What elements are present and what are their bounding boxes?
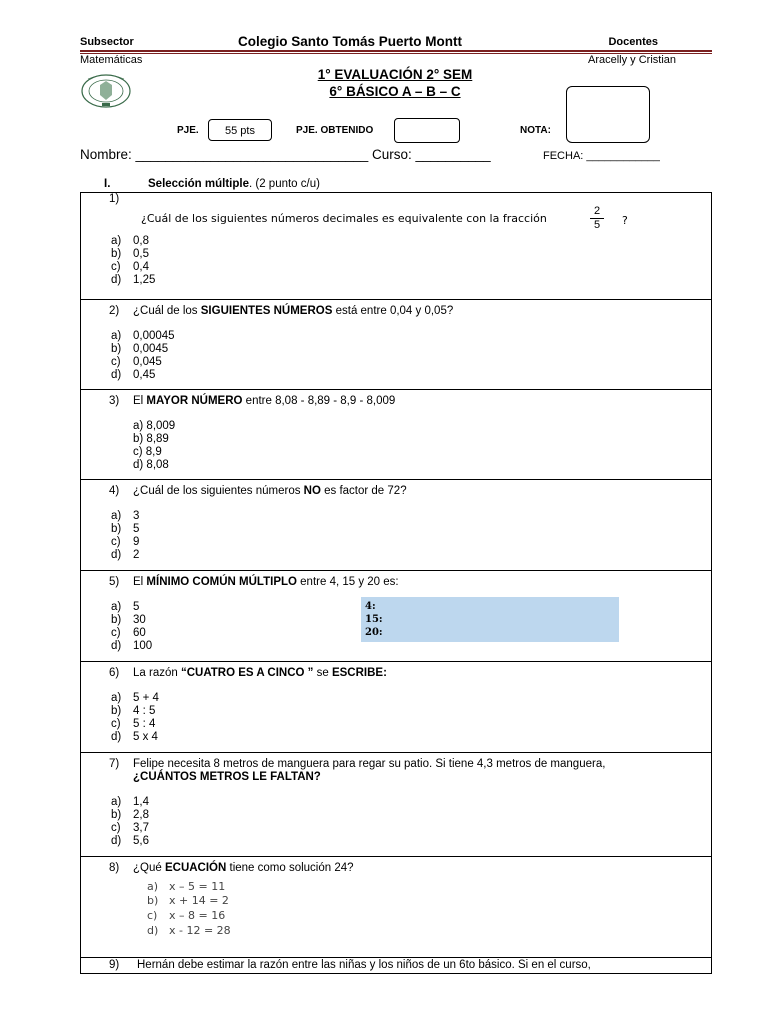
question-text: El MÍNIMO COMÚN MÚLTIPLO entre 4, 15 y 20 es: [133,576,399,588]
question-1: 1) ¿Cuál de los siguientes números decimales es equivalente con la fracción $\frac{2}{5}$ ? a) 0,8 b) 0,5 c) 0,4 d) 1,25 [81,193,711,300]
question-text: ¿Cuál de los siguientes números decimales es equivalente con la fracción [141,212,547,225]
school-name: Colegio Santo Tomás Puerto Montt [238,34,462,49]
question-number: 5) [109,576,120,588]
option-b[interactable]: b) 8,89 [133,433,169,445]
teacher-names: Aracelly y Cristian [588,54,677,66]
obtained-points-field[interactable] [394,118,460,143]
question-number: 8) [109,862,120,874]
question-number: 6) [109,667,120,679]
question-text: ¿Cuál de los SIGUIENTES NÚMEROS está entre 0,04 y 0,05? [133,305,454,317]
option-a[interactable]: a) 8,009 [133,420,176,432]
lcm-row-20: 20: [365,627,383,638]
question-number: 7) [109,758,120,770]
lcm-row-15: 15: [365,614,383,625]
date-line[interactable]: FECHA: ____________ [543,150,660,162]
section-number: I. [104,178,111,190]
grade-field[interactable] [566,86,650,143]
question-text: El MAYOR NÚMERO entre 8,08 - 8,89 - 8,9 - 8,009 [133,395,396,407]
question-6: 6) La razón “CUATRO ES A CINCO ” se ESCRIBE: a) 5 + 4 b) 4 : 5 c) 5 : 4 d) 5 x 4 [81,662,711,753]
pje-label: PJE. [177,125,199,136]
section-note: . (2 punto c/u) [248,178,320,190]
question-emphasis: ¿CUÁNTOS METROS LE FALTAN? [133,771,321,783]
option-d[interactable]: d) 8,08 [133,459,169,471]
question-text: ¿Qué ECUACIÓN tiene como solución 24? [133,862,354,874]
question-5: 5) El MÍNIMO COMÚN MÚLTIPLO entre 4, 15 y 20 es: a) 5 b) 30 c) 60 d) 100 [81,571,711,662]
question-number: 4) [109,485,120,497]
question-7: 7) Felipe necesita 8 metros de manguera para regar su patio. Si tiene 4,3 metros de manguera, ¿CUÁNTOS METROS LE FALTAN? a) 1,4 b) 2,8 c) 3,7 d) 5,6 [81,753,711,857]
header-rule [80,50,712,52]
question-number: 2) [109,305,120,317]
nota-label: NOTA: [520,125,551,136]
name-course-line[interactable]: Nombre: _______________________________ Curso: __________ [80,147,491,162]
question-number: 1) [109,193,120,205]
fraction-numerator: 2 [590,205,604,219]
exam-course: 6° BÁSICO A – B – C [329,84,461,99]
pje-obtenido-label: PJE. OBTENIDO [296,125,374,136]
subject-name: Matemáticas [80,54,143,66]
option-c[interactable]: c) 8,9 [133,446,162,458]
question-text: La razón “CUATRO ES A CINCO ” se ESCRIBE: [133,667,387,679]
question-text: Felipe necesita 8 metros de manguera para regar su patio. Si tiene 4,3 metros de manguera, [133,758,606,770]
question-3 [81,390,711,480]
fraction-denominator: 5 [593,219,601,231]
lcm-row-4: 4: [365,601,376,612]
question-8: 8) ¿Qué ECUACIÓN tiene como solución 24? a) x – 5 = 11 b) x + 14 = 2 c) x – 8 = 16 d) x - 12 = 28 [81,857,711,958]
section-title: Selección múltiple [148,178,249,190]
exam-title: 1° EVALUACIÓN 2° SEM [317,67,473,82]
question-number: 9) [109,959,120,971]
total-points-box: 55 pts [208,119,272,141]
question-sheet [80,192,712,974]
question-text: ¿Cuál de los siguientes números NO es factor de 72? [133,485,407,497]
subsector-label: Subsector [80,36,134,48]
question-mark: ? [622,214,628,227]
fraction [590,205,604,232]
docentes-label: Docentes [608,36,658,48]
school-header [80,36,710,50]
lcm-work-box[interactable] [361,597,619,642]
question-9 [81,958,711,973]
question-4: 4) ¿Cuál de los siguientes números NO es factor de 72? a) 3 b) 5 c) 9 d) 2 [81,480,711,571]
question-text: Hernán debe estimar la razón entre las niñas y los niños de un 6to básico. Si en el curso, [137,959,591,971]
question-2: 2) ¿Cuál de los SIGUIENTES NÚMEROS está entre 0,04 y 0,05? a) 0,00045 b) 0,0045 c) 0,045 d) 0,45 [81,300,711,390]
question-number: 3) [109,395,120,407]
